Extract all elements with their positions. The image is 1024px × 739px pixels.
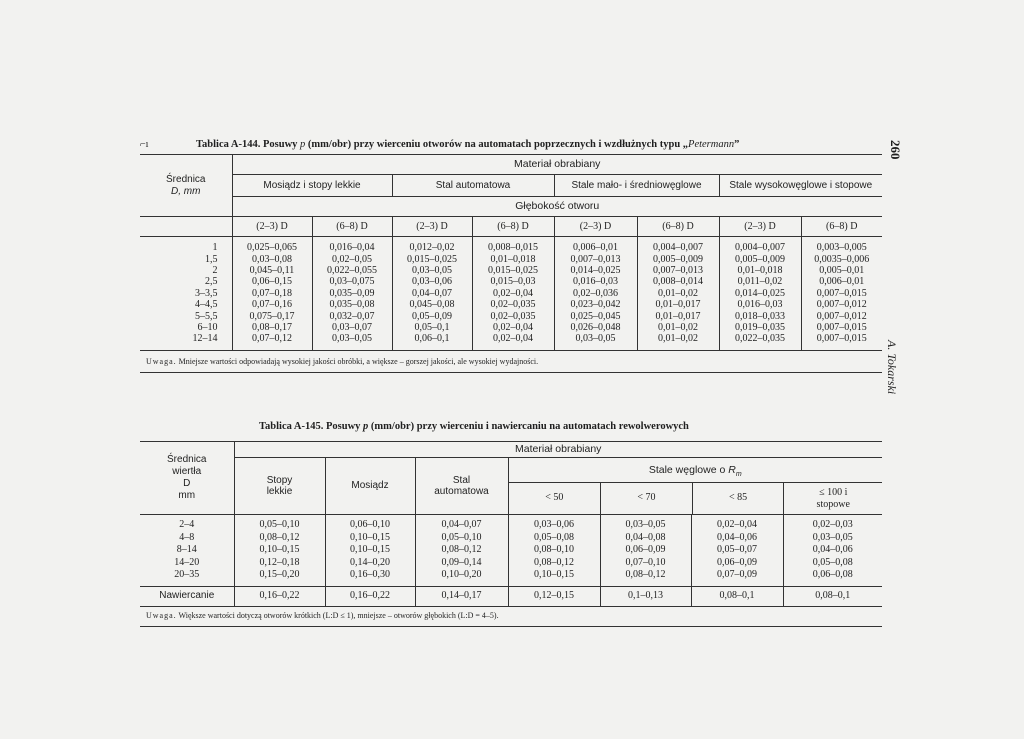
table-a145 (140, 441, 882, 627)
feed-column: 0,012–0,02 0,015–0,025 0,03–0,05 0,03–0,06 0,04–0,07 0,045–0,08 0,05–0,09 0,05–0,1 0,06–0,1 (392, 237, 472, 351)
author-name: A. Tokarski (885, 340, 899, 395)
table2-title: Tablica A-145. Posuwy p (mm/obr) przy wierceniu i nawiercaniu na automatach rewolwerowych (259, 421, 689, 432)
material-free-cutting-steel: Stal automatowa (392, 175, 554, 197)
table2-note: Uwaga. Większe wartości dotyczą otworów krótkich (L:D ≤ 1), mniejsze – otworów głębokich (L:D = 4–5). (146, 611, 499, 621)
t2-diameter-values: 2–4 4–8 8–14 14–20 20–35 (140, 515, 234, 587)
t2-material-header: Materiał obrabiany (234, 442, 882, 458)
table1-note: Uwaga. Mniejsze wartości odpowiadają wysokiej jakości obróbki, a większe – gorszej jakości, ale wysokiej wydajności. (146, 356, 539, 366)
nawiercanie-value: 0,16–0,22 (325, 587, 415, 607)
nawiercanie-value: 0,08–0,1 (691, 587, 783, 607)
t2-feed-column: 0,06–0,10 0,10–0,15 0,10–0,15 0,14–0,20 0,16–0,30 (325, 515, 415, 587)
depth-col: (6–8) D (472, 217, 554, 237)
nawiercanie-value: 0,16–0,22 (234, 587, 325, 607)
feed-column: 0,016–0,04 0,02–0,05 0,022–0,055 0,03–0,075 0,035–0,09 0,035–0,08 0,032–0,07 0,03–0,07 0,03–0,05 (312, 237, 392, 351)
rm-col: < 70 (601, 483, 693, 514)
diameter-values: 1 1,5 2 2,5 3–3,5 4–4,5 5–5,5 6–10 12–14 (140, 237, 232, 351)
rm-col: < 50 (509, 483, 602, 514)
table-a144 (140, 154, 882, 373)
material-low-medium-carbon-steel: Stale mało- i średniowęglowe (554, 175, 719, 197)
t2-diameter-header: Średnica wiertła D mm (140, 442, 234, 515)
carbon-steel-group (508, 458, 882, 515)
depth-col: (2–3) D (554, 217, 637, 237)
t2-feed-column: 0,03–0,05 0,04–0,08 0,06–0,09 0,07–0,10 0,08–0,12 (600, 515, 691, 587)
depth-corner (140, 217, 232, 237)
nawiercanie-label: Nawiercanie (140, 587, 234, 607)
feed-column: 0,025–0,065 0,03–0,08 0,045–0,11 0,06–0,15 0,07–0,18 0,07–0,16 0,075–0,17 0,08–0,17 0,07–0,12 (232, 237, 312, 351)
feed-column: 0,006–0,01 0,007–0,013 0,014–0,025 0,016–0,03 0,02–0,036 0,023–0,042 0,025–0,045 0,026–0,048 0,03–0,05 (554, 237, 637, 351)
t2-feed-column: 0,02–0,03 0,03–0,05 0,04–0,06 0,05–0,08 0,06–0,08 (812, 519, 853, 581)
corner-mark: ⌐ı (140, 139, 149, 150)
table1-title: Tablica A-144. Posuwy p (mm/obr) przy wierceniu otworów na automatach poprzecznych i wzdłużnych typu „Petermann” (196, 139, 740, 150)
depth-col: (2–3) D (719, 217, 801, 237)
material-high-carbon-steel: Stale wysokowęglowe i stopowe (719, 175, 882, 197)
material-header: Materiał obrabiany (514, 157, 601, 170)
feed-column: 0,004–0,007 0,005–0,009 0,007–0,013 0,008–0,014 0,01–0,02 0,01–0,017 0,01–0,017 0,01–0,02 0,01–0,02 (637, 237, 719, 351)
depth-header: Głębokość otworu (232, 197, 882, 217)
diameter-header: Średnica D, mm (140, 155, 232, 217)
col-free-cutting-steel: Stal automatowa (415, 458, 508, 515)
material-brass: Mosiądz i stopy lekkie (232, 175, 392, 197)
t2-feed-column: 0,03–0,06 0,05–0,08 0,08–0,10 0,08–0,12 0,10–0,15 (508, 515, 600, 587)
nawiercanie-value: 0,08–0,1 (815, 590, 851, 602)
depth-col: (2–3) D (232, 217, 312, 237)
rm-col: ≤ 100 i stopowe (816, 486, 850, 510)
carbon-steel-header: Stale węglowe o $R_m$ (509, 458, 883, 483)
col-brass: Mosiądz (325, 458, 415, 515)
nawiercanie-value: 0,12–0,15 (508, 587, 600, 607)
nawiercanie-value: 0,14–0,17 (415, 587, 508, 607)
depth-col: (6–8) D (826, 220, 858, 232)
t2-feed-column: 0,02–0,04 0,04–0,06 0,05–0,07 0,06–0,09 0,07–0,09 (691, 515, 783, 587)
t2-feed-column: 0,05–0,10 0,08–0,12 0,10–0,15 0,12–0,18 0,15–0,20 (234, 515, 325, 587)
feed-column: 0,004–0,007 0,005–0,009 0,01–0,018 0,011–0,02 0,014–0,025 0,016–0,03 0,018–0,033 0,019–0,035 0,022–0,035 (719, 237, 801, 351)
feed-column: 0,008–0,015 0,01–0,018 0,015–0,025 0,015–0,03 0,02–0,04 0,02–0,035 0,02–0,035 0,02–0,04 0,02–0,04 (472, 237, 554, 351)
nawiercanie-value: 0,1–0,13 (600, 587, 691, 607)
page-number: 260 (888, 140, 903, 160)
feed-column: 0,003–0,005 0,0035–0,006 0,005–0,01 0,006–0,01 0,007–0,015 0,007–0,012 0,007–0,012 0,007–0,015 0,007–0,015 (814, 242, 870, 345)
depth-col: (6–8) D (637, 217, 719, 237)
depth-col: (6–8) D (312, 217, 392, 237)
col-light-alloys: Stopy lekkie (234, 458, 325, 515)
rm-col: < 85 (693, 483, 785, 514)
depth-col: (2–3) D (392, 217, 472, 237)
t2-feed-column: 0,04–0,07 0,05–0,10 0,08–0,12 0,09–0,14 0,10–0,20 (415, 515, 508, 587)
